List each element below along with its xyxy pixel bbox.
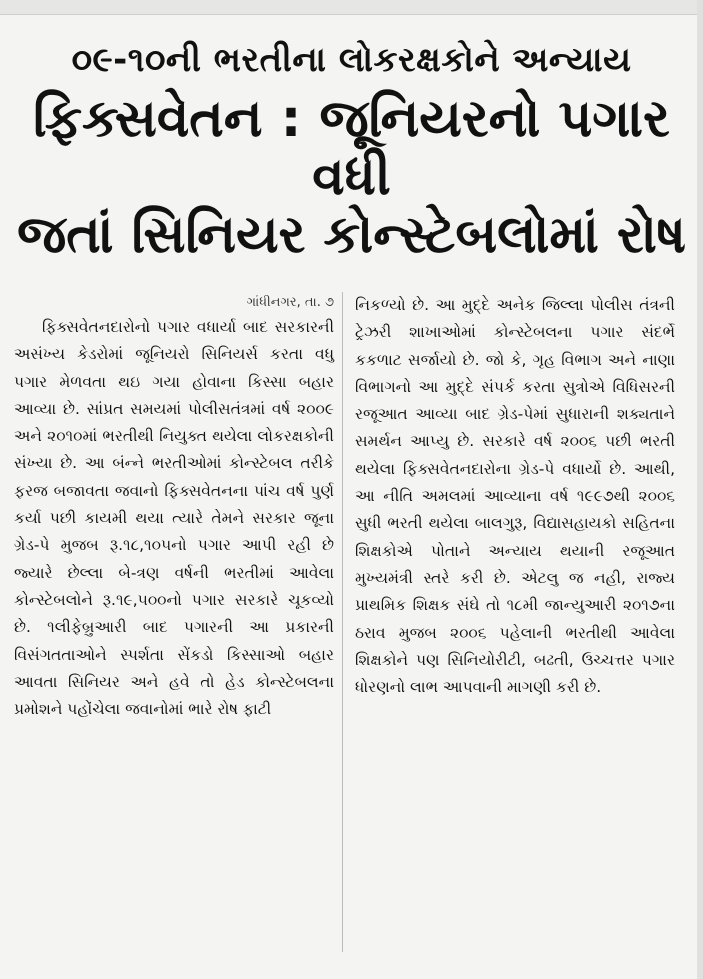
column-left-text: ફિક્સવેતનદારોનો પગાર વધાર્યા બાદ સરકારની અસંખ્ય કેડરોમાં જૂનિયરો સિનિયર્સ કરતા વધુ પગાર મેળવતા થઇ ગયા હોવાના કિસ્સા બહાર આવ્યા છે. સાંપ્રત સમયમાં પોલીસતંત્રમાં વર્ષ ૨૦૦૯ અને ૨૦૧૦માં ભરતીથી નિયુક્ત થયેલા લોકરક્ષકોની સંખ્યા છે. આ બંન્ને ભરતીઓમાં કોન્સ્ટેબલ તરીકે ફરજ બજાવતા જવાનો ફિક્સવેતનના પાંચ વર્ષ પુર્ણ કર્યા પછી કાયમી થયા ત્યારે તેમને સરકાર જૂના ગ્રેડ-પે મુજબ રૂ.૧૮,૧૦૫નો પગાર આપી રહી છે જ્યારે છેલ્લા બે-ત્રણ વર્ષની ભરતીમાં આવેલા કોન્સ્ટેબલોને રૂ.૧૯,૫૦૦નો પગાર સરકારે ચૂકવ્યો છે. ૧લીફેબ્રુઆરી બાદ પગારની આ પ્રકારની વિસંગતતાઓને સ્પર્શતા સેંકડો કિસ્સાઓ બહાર આવતા સિનિયર અને હવે તો હેડ કોન્સ્ટેબલના પ્રમોશને પહોંચેલા જવાનોમાં ભારે રોષ ફાટી <box>14 318 334 719</box>
column-right-text: નિકળ્યો છે. આ મુદ્દે અનેક જિલ્લા પોલીસ તંત્રની ટ્રેઝરી શાખાઓમાં કોન્સ્ટેબલના પગાર સંદર્ભે કકળાટ સર્જાયો છે. જો કે, ગૃહ વિભાગ અને નાણા વિભાગનો આ મુદ્દે સંપર્ક કરતા સુત્રોએ વિધિસરની રજૂઆત આવ્યા બાદ ગ્રેડ-પેમાં સુધારાની શક્યતાને સમર્થન આપ્યુ છે. સરકારે વર્ષ ૨૦૦૬ પછી ભરતી થયેલા ફિક્સવેતનદારોના ગ્રેડ-પે વધાર્યો છે. આથી, આ નીતિ અમલમાં આવ્યાના વર્ષ ૧૯૯૭થી ૨૦૦૬ સુધી ભરતી થયેલા બાલગુરૂ, વિદ્યાસહાયકો સહિતના શિક્ષકોએ પોતાને અન્યાય થયાની રજૂઆત મુખ્યમંત્રી સ્તરે કરી છે. એટલુ જ નહી, રાજ્ય પ્રાથમિક શિક્ષક સંઘે તો ૧૮મી જાન્યુઆરી ૨૦૧૭ના ઠરાવ મુજબ ૨૦૦૬ પહેલાની ભરતીથી આવેલા શિક્ષકોને પણ સિનિયોરીટી, બઢતી, ઉચ્ચત્તર પગાર ધોરણનો લાભ આપવાની માગણી કરી છે. <box>355 296 675 697</box>
kicker: ૦૯-૧૦ની ભરતીના લોકરક્ષકોને અન્યાય <box>71 40 632 80</box>
headline-block <box>8 40 695 265</box>
dateline: ગાંધીનગર, તા. ૭ <box>246 295 334 310</box>
article-column-right <box>355 292 675 701</box>
previous-article-strip <box>0 0 703 15</box>
column-divider <box>342 292 343 952</box>
headline-line-2: જતાં સિનિયર કોન્સ્ટેબલોમાં રોષ <box>17 205 686 266</box>
headline-line-1: ફિક્સવેતન : જૂનિયરનો પગાર વધી <box>33 89 670 208</box>
page-edge <box>697 0 703 979</box>
article-column-left <box>14 292 334 723</box>
